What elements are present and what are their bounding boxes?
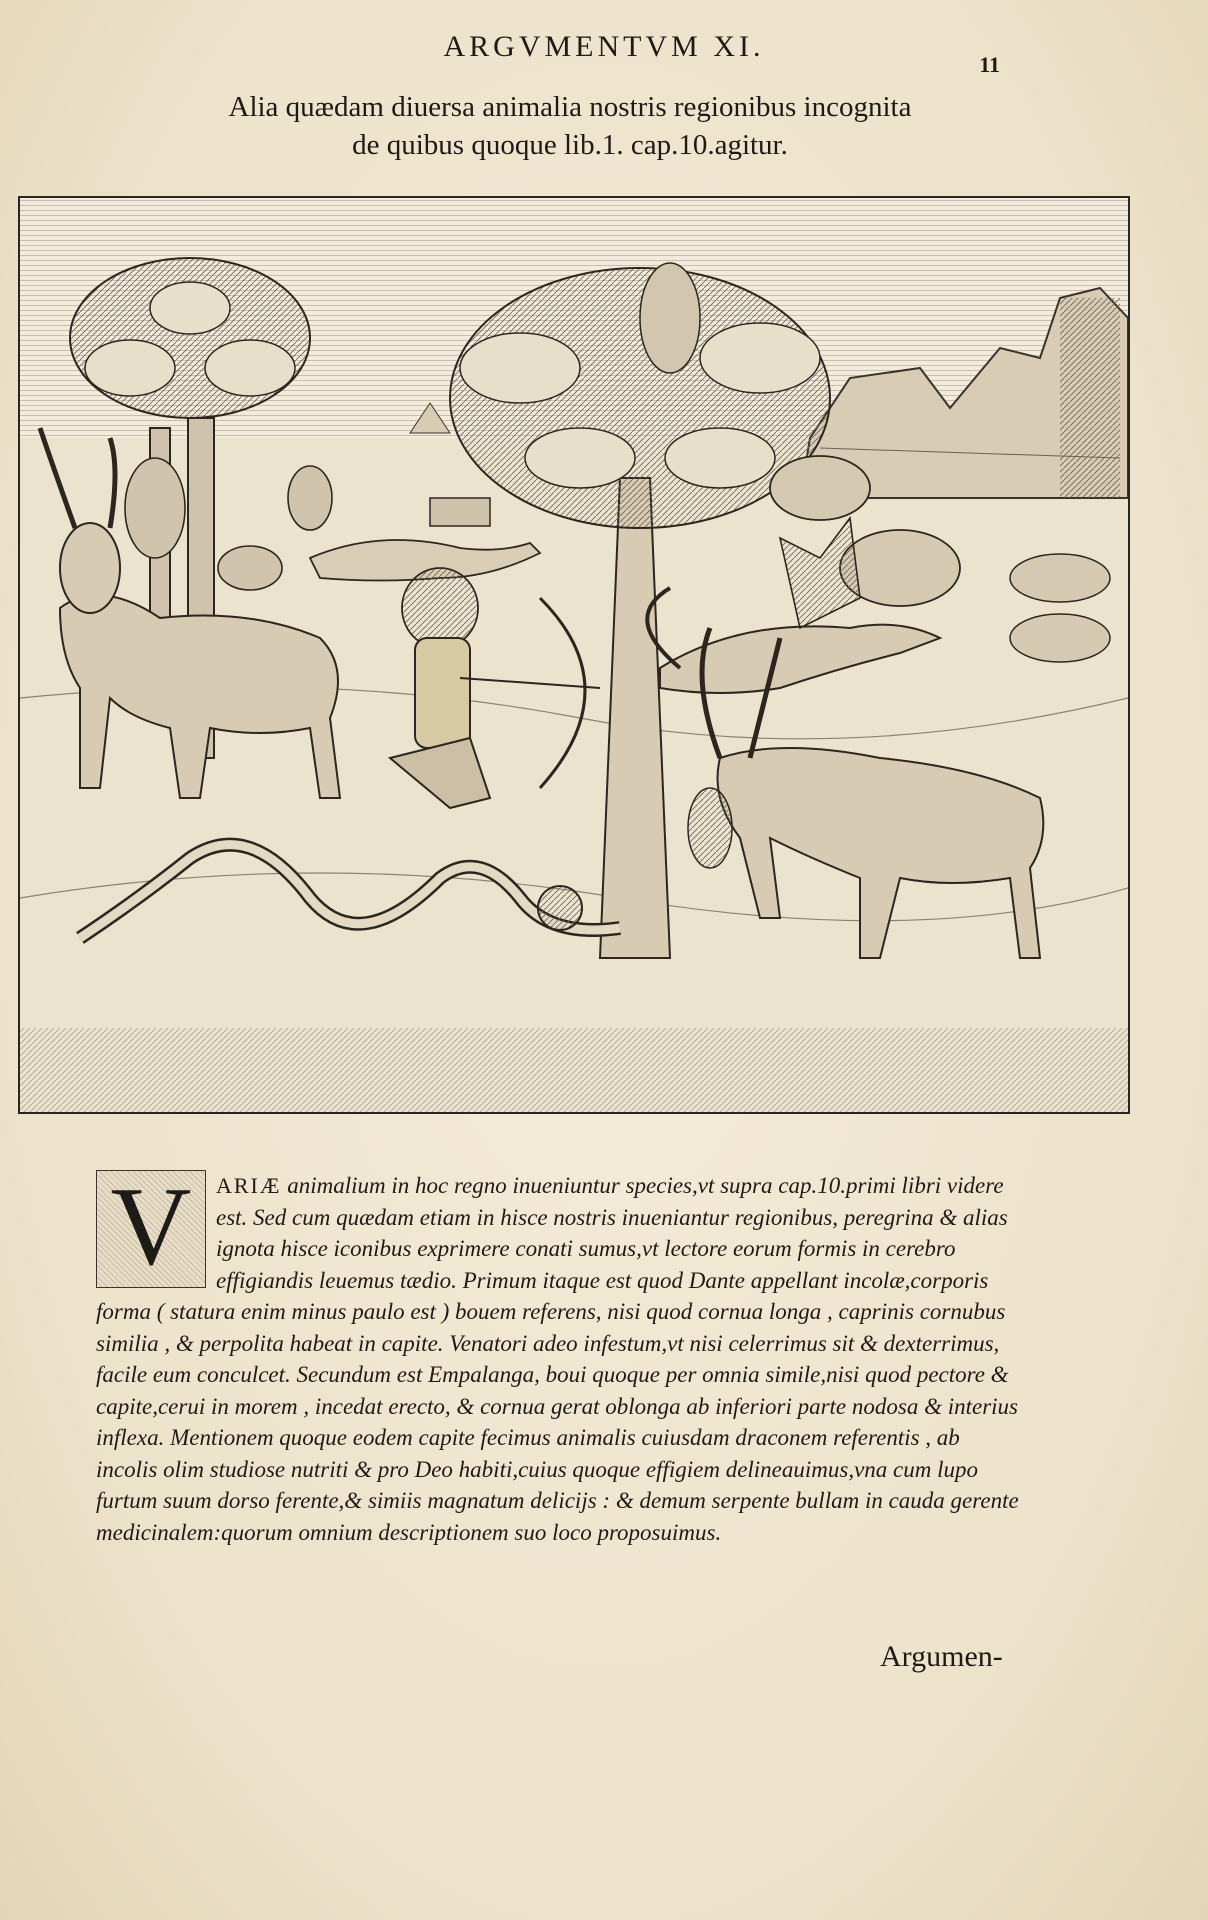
- engraving-plate: [18, 196, 1130, 1114]
- body-paragraph: [96, 1165, 1026, 1548]
- decorated-initial: V: [96, 1170, 206, 1288]
- running-title: ARGVMENTVM XI.: [443, 30, 765, 63]
- plate-caption: [150, 88, 990, 164]
- catchword: Argumen-: [880, 1640, 1003, 1673]
- paragraph-text: animalium in hoc regno inueniuntur species,vt supra cap.10.primi libri videre est. Sed cum quædam etiam in hisce nostris inueniantur regionibus, peregrina & alias ignota hisce iconibus exprimere conati sumus,vt lectore eorum formis in cerebro effigiandis leuemus tædio. Primum itaque est quod Dante appellant incolæ,corporis forma ( statura enim minus paulo est ) bouem referens, nisi quod cornua longa , caprinis cornubus similia , & perpolita habeat in capite. Venatori adeo infestum,vt nisi celerrimus sit & dexterrimus, facile eum conculcet. Secundum est Empalanga, boui quoque per omnia simile,nisi quod pectore & capite,cerui in morem , incedat erecto, & cornua gerat oblonga ab inferiori parte nodosa & interius inflexa. Mentionem quoque eodem capite fecimus animalis cuiusdam draconem referentis , ab incolis olim studiose nutriti & pro Deo habiti,cuius quoque effigiem delineauimus,vna cum lupo furtum suum dorso ferente,& simiis magnatum delicijs : & demum serpente bullam in cauda gerente medicinalem:quorum omnium descriptionem suo loco proposuimus.: [96, 1173, 1019, 1545]
- engraving-illustration: [20, 198, 1128, 1112]
- shrub: [688, 788, 732, 868]
- opening-word: ARIÆ: [216, 1173, 282, 1198]
- foreground-grass: [20, 1028, 1128, 1112]
- caption-line-2: de quibus quoque lib.1. cap.10.agitur.: [352, 129, 788, 161]
- caption-line-1: Alia quædam diuersa animalia nostris regionibus incognita: [228, 91, 912, 123]
- page-number: 11: [979, 52, 1000, 77]
